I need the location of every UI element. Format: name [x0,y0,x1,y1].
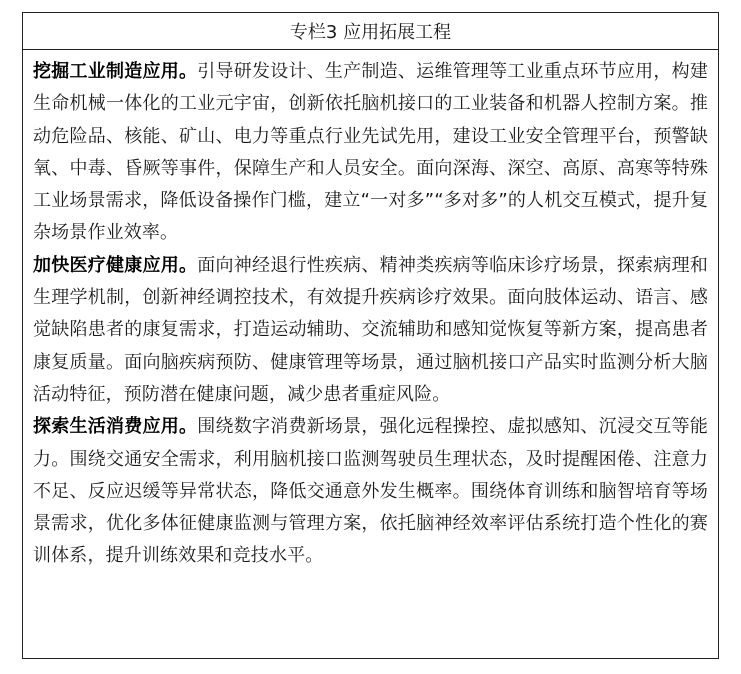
section-heading: 加快医疗健康应用。 [33,254,198,276]
section-industrial [33,56,708,250]
section-heading: 探索生活消费应用。 [33,416,198,438]
column-title: 专栏3 应用拓展工程 [23,13,718,50]
section-heading: 挖掘工业制造应用。 [33,61,198,82]
section-body: 引导研发设计、生产制造、运维管理等工业重点环节应用，构建生命机械一体化的工业元宇宙，创新依托脑机接口的工业装备和机器人控制方案。推动危险品、核能、矿山、电力等重点行业先试先用，建设工业安全管理平台，预警缺氧、中毒、昏厥等事件，保障生产和人员安全。面向深海、深空、高原、高寒等特殊工业场景需求，降低设备操作门槛，建立“一对多”“多对多”的人机交互模式，提升复杂场景作业效率。 [33,61,708,244]
section-consumer [33,411,708,572]
section-medical [33,250,708,411]
column-box [22,12,719,659]
column-content [23,50,718,573]
section-body: 面向神经退行性疾病、精神类疾病等临床诊疗场景，探索病理和生理学机制，创新神经调控技术，有效提升疾病诊疗效果。面向肢体运动、语言、感觉缺陷患者的康复需求，打造运动辅助、交流辅助和感知觉恢复等新方案，提高患者康复质量。面向脑疾病预防、健康管理等场景，通过脑机接口产品实时监测分析大脑活动特征，预防潜在健康问题，减少患者重症风险。 [33,254,708,405]
section-body: 围绕数字消费新场景，强化远程操控、虚拟感知、沉浸交互等能力。围绕交通安全需求，利用脑机接口监测驾驶员生理状态，及时提醒困倦、注意力不足、反应迟缓等异常状态，降低交通意外发生概率。围绕体育训练和脑智培育等场景需求，优化多体征健康监测与管理方案，依托脑神经效率评估系统打造个性化的赛训体系，提升训练效果和竞技水平。 [33,416,708,567]
